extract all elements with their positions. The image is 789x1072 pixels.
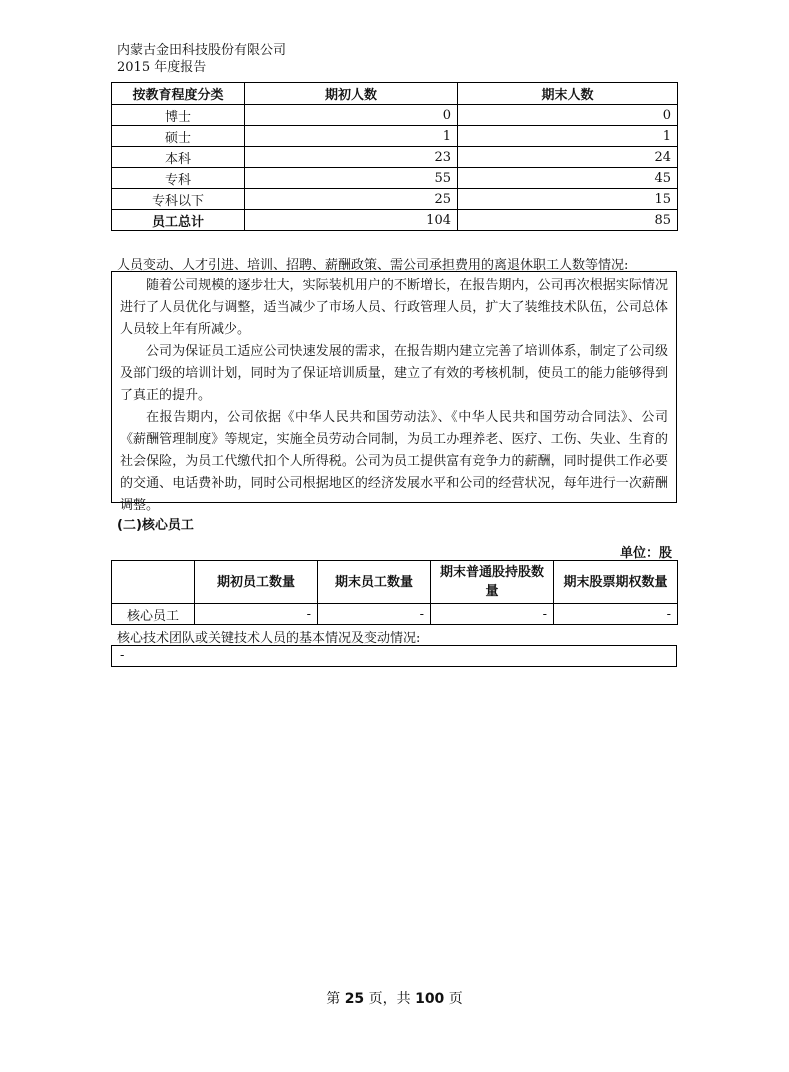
row-value: - <box>318 604 431 625</box>
page-number: 25 <box>344 991 365 1007</box>
footer-suffix: 页 <box>444 991 463 1007</box>
row-start: 0 <box>245 105 458 126</box>
changes-textbox <box>111 271 677 513</box>
report-header <box>117 42 286 76</box>
footer-prefix: 第 <box>326 991 345 1007</box>
row-end: 0 <box>458 105 678 126</box>
row-start: 1 <box>245 126 458 147</box>
table-row <box>112 147 678 168</box>
row-end: 24 <box>458 147 678 168</box>
education-table <box>111 82 678 231</box>
col-header-empty <box>112 561 195 604</box>
table-row <box>112 604 678 625</box>
row-value: - <box>554 604 678 625</box>
total-category: 员工总计 <box>112 210 245 231</box>
table-row <box>112 168 678 189</box>
table-row <box>112 189 678 210</box>
report-title: 2015 年度报告 <box>117 60 207 75</box>
total-start: 104 <box>245 210 458 231</box>
col-header-end: 期末人数 <box>458 83 678 105</box>
paragraph: 公司为保证员工适应公司快速发展的需求，在报告期内建立完善了培训体系，制定了公司级及部门级的培训计划，同时为了保证培训质量，建立了有效的考核机制，使员工的能力能够得到了真正的提升。 <box>120 344 668 403</box>
core-note-box <box>111 645 677 667</box>
page-footer <box>0 988 789 1008</box>
row-start: 25 <box>245 189 458 210</box>
row-start: 55 <box>245 168 458 189</box>
row-start: 23 <box>245 147 458 168</box>
table-row <box>112 105 678 126</box>
company-name: 内蒙古金田科技股份有限公司 <box>117 43 287 58</box>
row-category: 核心员工 <box>112 604 195 625</box>
footer-middle: 页，共 <box>364 991 416 1007</box>
table-header-row <box>112 561 678 604</box>
row-category: 本科 <box>112 147 245 168</box>
col-header-shares: 期末普通股持股数量 <box>431 561 554 604</box>
core-staff-table <box>111 560 678 625</box>
row-end: 1 <box>458 126 678 147</box>
row-category: 专科以下 <box>112 189 245 210</box>
col-header-options: 期末股票期权数量 <box>554 561 678 604</box>
paragraph: 在报告期内，公司依据《中华人民共和国劳动法》、《中华人民共和国劳动合同法》、公司《薪酬管理制度》等规定，实施全员劳动合同制，为员工办理养老、医疗、工伤、失业、生育的社会保险，为员工代缴代扣个人所得税。公司为员工提供富有竞争力的薪酬，同时提供工作必要的交通、电话费补助，同时公司根据地区的经济发展水平和公司的经营状况，每年进行一次薪酬调整。 <box>120 410 668 513</box>
col-header-start-count: 期初员工数量 <box>195 561 318 604</box>
paragraph: 随着公司规模的逐步壮大，实际装机用户的不断增长，在报告期内，公司再次根据实际情况进行了人员优化与调整，适当减少了市场人员、行政管理人员，扩大了装维技术队伍，公司总体人员较上年有所减少。 <box>120 278 668 337</box>
page-total: 100 <box>415 991 445 1007</box>
row-value: - <box>431 604 554 625</box>
col-header-end-count: 期末员工数量 <box>318 561 431 604</box>
section-title: (二)核心员工 <box>117 518 194 533</box>
row-category: 专科 <box>112 168 245 189</box>
row-end: 15 <box>458 189 678 210</box>
row-category: 博士 <box>112 105 245 126</box>
col-header-category: 按教育程度分类 <box>112 83 245 105</box>
table-row <box>112 126 678 147</box>
changes-label: 人员变动、人才引进、培训、招聘、薪酬政策、需公司承担费用的离退休职工人数等情况: <box>117 258 629 273</box>
table-header-row <box>112 83 678 105</box>
row-value: - <box>195 604 318 625</box>
row-end: 45 <box>458 168 678 189</box>
unit-label: 单位：股 <box>619 546 672 561</box>
col-header-start: 期初人数 <box>245 83 458 105</box>
core-note-label: 核心技术团队或关键技术人员的基本情况及变动情况: <box>117 631 421 646</box>
table-total-row <box>112 210 678 231</box>
row-category: 硕士 <box>112 126 245 147</box>
core-note-value: - <box>120 648 125 663</box>
total-end: 85 <box>458 210 678 231</box>
